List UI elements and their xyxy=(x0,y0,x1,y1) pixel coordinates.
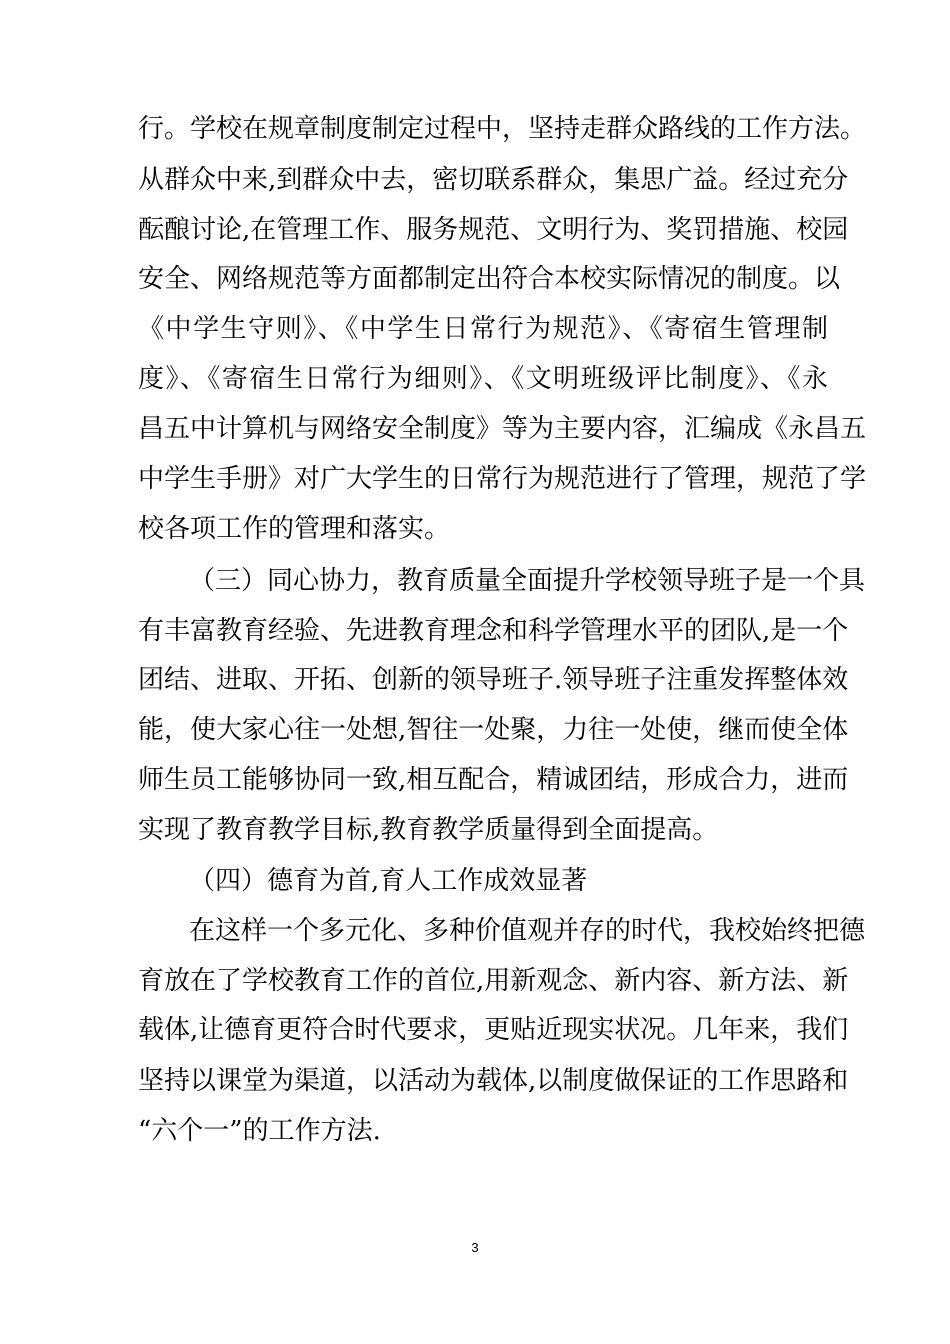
text-line: 酝酿讨论,在管理工作、服务规范、文明行为、奖罚措施、校园 xyxy=(138,215,849,245)
text-line: 坚持以课堂为渠道，以活动为载体,以制度做保证的工作思路和 xyxy=(138,1066,849,1096)
text-line: 从群众中来,到群众中去，密切联系群众，集思广益。经过充分 xyxy=(138,165,849,195)
text-line: 团结、进取、开拓、创新的领导班子.领导班子注重发挥整体效 xyxy=(138,665,849,695)
text-line: 能，使大家心往一处想,智往一处聚，力往一处使，继而使全体 xyxy=(138,715,849,745)
text-line: 师生员工能够协同一致,相互配合，精诚团结，形成合力，进而 xyxy=(138,765,849,795)
page-number: 3 xyxy=(471,1240,479,1255)
section-heading-4: （四）德育为首,育人工作成效显著 xyxy=(189,866,588,896)
text-line: 实现了教育教学目标,教育教学质量得到全面提高。 xyxy=(138,815,719,845)
text-line: “六个一”的工作方法. xyxy=(138,1116,381,1146)
text-line: 中学生手册》对广大学生的日常行为规范进行了管理，规范了学 xyxy=(138,464,867,494)
text-line: 《中学生守则》、《中学生日常行为规范》、《寄宿生管理制 xyxy=(138,314,828,344)
text-line: 载体,让德育更符合时代要求，更贴近现实状况。几年来，我们 xyxy=(138,1015,849,1045)
section-heading-3: （三）同心协力，教育质量全面提升学校领导班子是一个具 xyxy=(189,566,866,596)
text-line: 校各项工作的管理和落实。 xyxy=(138,514,451,544)
text-line: 育放在了学校教育工作的首位,用新观念、新内容、新方法、新 xyxy=(138,966,849,996)
text-line: 度》、《寄宿生日常行为细则》、《文明班级评比制度》、《永 xyxy=(138,364,828,394)
text-line: 安全、网络规范等方面都制定出符合本校实际情况的制度。以 xyxy=(138,264,841,294)
text-line: 行。学校在规章制度制定过程中，坚持走群众路线的工作方法。 xyxy=(138,114,867,144)
text-line: 在这样一个多元化、多种价值观并存的时代，我校始终把德 xyxy=(189,916,866,946)
text-line: 昌五中计算机与网络安全制度》等为主要内容，汇编成《永昌五 xyxy=(138,414,867,444)
text-line: 有丰富教育经验、先进教育理念和科学管理水平的团队,是一个 xyxy=(138,616,849,646)
